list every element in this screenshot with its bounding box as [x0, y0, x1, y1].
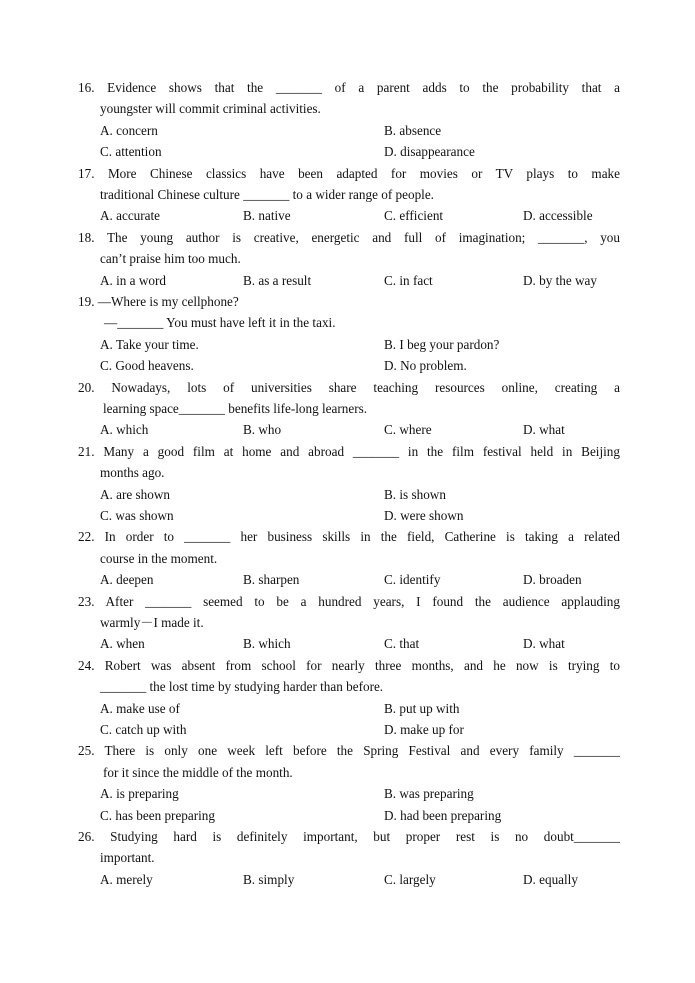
options-row [78, 355, 620, 376]
question-21 [78, 441, 620, 527]
options-row [78, 633, 620, 654]
question-stem-continuation: traditional Chinese culture _______ to a wider range of people. [100, 187, 434, 202]
option-d[interactable]: D. broaden [523, 572, 582, 588]
options-row [78, 141, 620, 162]
option-a[interactable]: A. is preparing [100, 786, 179, 802]
option-a[interactable]: A. merely [100, 871, 153, 887]
question-19 [78, 291, 620, 377]
option-a[interactable]: A. concern [100, 122, 158, 138]
option-d[interactable]: D. equally [523, 871, 578, 887]
option-d[interactable]: D. what [523, 636, 565, 652]
question-stem: 25. There is only one week left before the Spring Festival and every family _______ [78, 743, 620, 759]
options-row [78, 698, 620, 719]
option-d[interactable]: D. had been preparing [384, 807, 502, 823]
question-stem-continuation: months ago. [100, 465, 165, 481]
option-c[interactable]: C. has been preparing [100, 807, 215, 823]
options-row [78, 205, 620, 226]
option-b[interactable]: B. sharpen [243, 572, 300, 588]
option-b[interactable]: B. who [243, 422, 282, 438]
option-a[interactable]: A. in a word [100, 272, 166, 288]
option-c[interactable]: C. efficient [384, 208, 444, 224]
option-b[interactable]: B. put up with [384, 700, 460, 716]
option-a[interactable]: A. accurate [100, 208, 161, 224]
question-16 [78, 77, 620, 163]
question-26 [78, 826, 620, 890]
option-a[interactable]: A. deepen [100, 572, 154, 588]
option-c[interactable]: C. was shown [100, 508, 174, 523]
option-c[interactable]: C. catch up with [100, 722, 187, 737]
option-a[interactable]: A. are shown [100, 486, 170, 502]
question-23 [78, 591, 620, 655]
option-d[interactable]: D. by the way [523, 272, 597, 288]
question-stem: 23. After _______ seemed to be a hundred years, I found the audience applauding [78, 593, 620, 609]
option-d[interactable]: D. disappearance [384, 144, 475, 160]
options-row [78, 270, 620, 291]
option-a[interactable]: A. when [100, 636, 145, 652]
option-a[interactable]: A. Take your time. [100, 336, 199, 352]
option-b[interactable]: B. simply [243, 871, 295, 887]
options-row [78, 419, 620, 440]
option-b[interactable]: B. absence [384, 122, 442, 138]
options-row [78, 805, 620, 826]
option-d[interactable]: D. were shown [384, 508, 464, 523]
option-b[interactable]: B. native [243, 208, 291, 224]
options-row [78, 719, 620, 740]
question-25 [78, 740, 620, 826]
options-row [78, 505, 620, 526]
option-c[interactable]: C. in fact [384, 272, 433, 288]
question-24 [78, 655, 620, 741]
option-c[interactable]: C. largely [384, 871, 436, 887]
option-a[interactable]: A. which [100, 422, 149, 438]
option-c[interactable]: C. that [384, 636, 420, 652]
option-b[interactable]: B. as a result [243, 272, 312, 288]
question-stem-continuation: warmly－I made it. [100, 615, 204, 630]
options-row [78, 484, 620, 505]
option-d[interactable]: D. make up for [384, 722, 464, 737]
question-stem: 16. Evidence shows that the _______ of a parent adds to the probability that a [78, 80, 620, 95]
question-stem-continuation: can’t praise him too much. [100, 251, 241, 267]
dialogue-line: 19. —Where is my cellphone? [78, 294, 239, 309]
question-stem: 24. Robert was absent from school for nearly three months, and he now is trying to [78, 657, 620, 673]
question-stem-continuation: learning space_______ benefits life-long learners. [103, 401, 368, 416]
option-c[interactable]: C. where [384, 422, 432, 438]
question-stem-continuation: youngster will commit criminal activities. [100, 101, 321, 117]
question-stem: 26. Studying hard is definitely important, but proper rest is no doubt_______ [78, 829, 620, 844]
option-b[interactable]: B. which [243, 636, 291, 652]
question-stem-continuation: for it since the middle of the month. [103, 764, 293, 780]
question-18 [78, 227, 620, 291]
option-d[interactable]: D. No problem. [384, 358, 467, 374]
option-c[interactable]: C. Good heavens. [100, 358, 194, 374]
options-row [78, 783, 620, 804]
option-d[interactable]: D. accessible [523, 208, 593, 224]
option-c[interactable]: C. attention [100, 144, 162, 160]
option-d[interactable]: D. what [523, 422, 565, 438]
option-b[interactable]: B. was preparing [384, 786, 474, 802]
question-17 [78, 163, 620, 227]
question-stem: 22. In order to _______ her business skills in the field, Catherine is taking a related [78, 529, 620, 545]
option-c[interactable]: C. identify [384, 572, 441, 588]
question-22 [78, 526, 620, 590]
options-row [78, 869, 620, 890]
question-stem: 18. The young author is creative, energetic and full of imagination; _______, you [78, 229, 620, 245]
dialogue-line: —_______ You must have left it in the taxi. [104, 315, 336, 331]
question-stem-continuation: important. [100, 850, 155, 866]
option-b[interactable]: B. I beg your pardon? [384, 336, 500, 352]
options-row [78, 569, 620, 590]
question-20 [78, 377, 620, 441]
question-stem-continuation: _______ the lost time by studying harder than before. [100, 679, 384, 695]
question-stem-continuation: course in the moment. [100, 550, 218, 566]
option-a[interactable]: A. make use of [100, 700, 180, 716]
option-b[interactable]: B. is shown [384, 486, 446, 502]
question-stem: 21. Many a good film at home and abroad _______ in the film festival held in Beijing [78, 443, 620, 459]
options-row [78, 120, 620, 141]
question-stem: 17. More Chinese classics have been adapted for movies or TV plays to make [78, 165, 620, 181]
question-stem: 20. Nowadays, lots of universities share teaching resources online, creating a [78, 379, 620, 395]
options-row [78, 334, 620, 355]
